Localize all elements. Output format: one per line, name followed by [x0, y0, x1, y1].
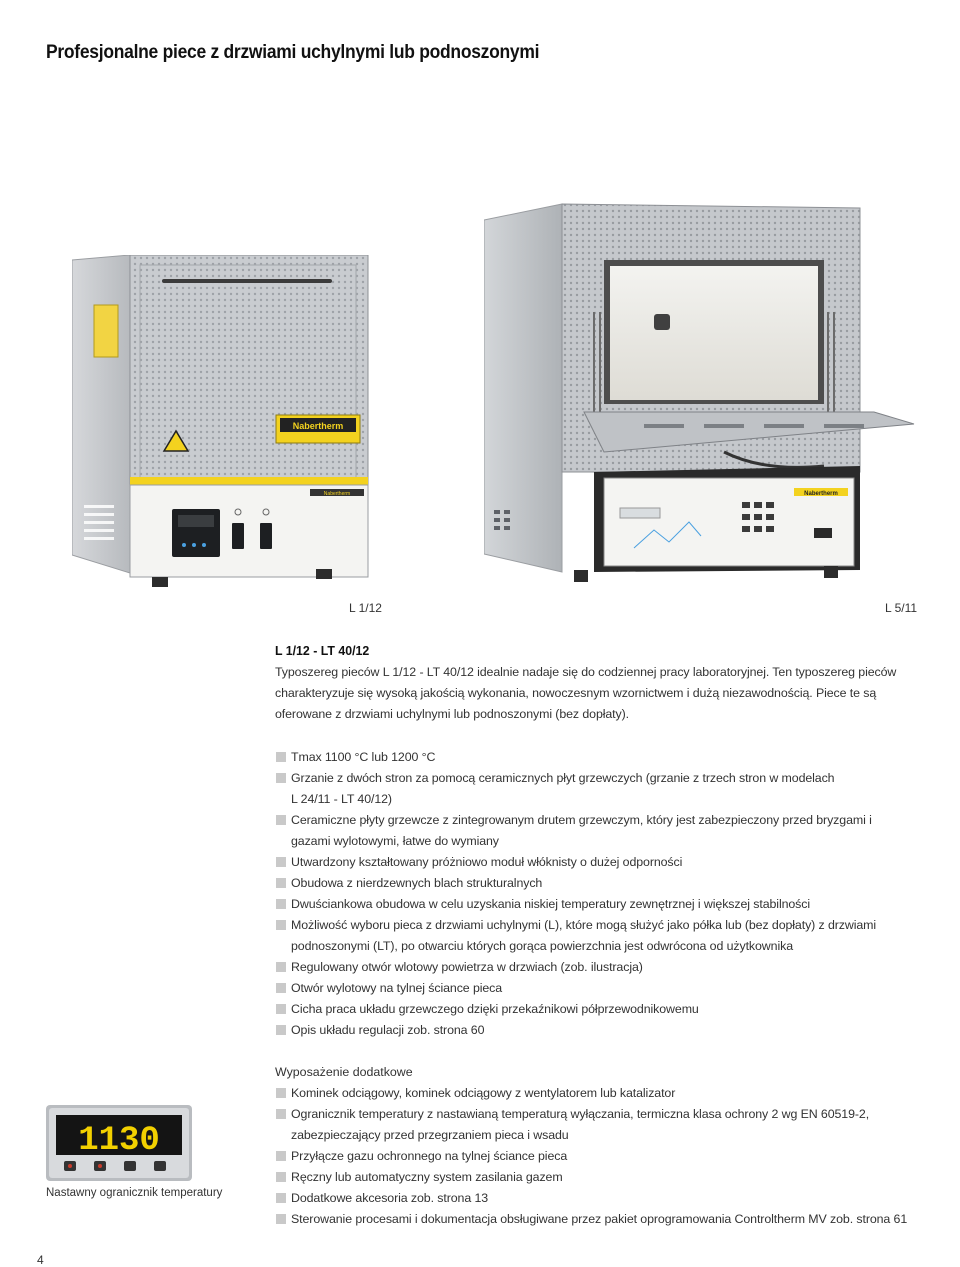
list-item: Otwór wylotowy na tylnej ściance pieca — [275, 978, 940, 999]
list-item: Opis układu regulacji zob. strona 60 — [275, 1020, 940, 1041]
accessories-heading: Wyposażenie dodatkowe — [275, 1065, 413, 1079]
square-bullet-icon — [276, 1109, 286, 1119]
square-bullet-icon — [276, 899, 286, 909]
square-bullet-icon — [276, 1025, 286, 1035]
square-bullet-icon — [276, 857, 286, 867]
list-item: Regulowany otwór wlotowy powietrza w drzwiach (zob. ilustracja) — [275, 957, 940, 978]
square-bullet-icon — [276, 1151, 286, 1161]
figure-caption-right: L 5/11 — [885, 601, 918, 615]
list-item: Cicha praca układu grzewczego dzięki przekaźnikowi półprzewodnikowemu — [275, 999, 940, 1020]
square-bullet-icon — [276, 920, 286, 930]
list-item: Kominek odciągowy, kominek odciągowy z wentylatorem lub katalizator — [275, 1083, 940, 1104]
intro-line: charakteryzuje się wysoką jakością wykonania, nowoczesnym wzornictwem i dużą niezawodnością. Piece te są — [275, 686, 877, 700]
list-item: Obudowa z nierdzewnych blach strukturalnych — [275, 873, 940, 894]
accessories-section — [275, 1062, 940, 1230]
figure-caption-limiter: Nastawny ogranicznik temperatury — [46, 1187, 223, 1199]
square-bullet-icon — [276, 878, 286, 888]
list-item: Dwuściankowa obudowa w celu uzyskania niskiej temperatury zewnętrznej i większej stabilności — [275, 894, 940, 915]
square-bullet-icon — [276, 1088, 286, 1098]
intro-paragraph — [275, 662, 935, 725]
square-bullet-icon — [276, 773, 286, 783]
list-item: Tmax 1100 °C lub 1200 °C — [275, 747, 940, 768]
figure-caption-left: L 1/12 — [349, 601, 382, 615]
list-item: Możliwość wyboru pieca z drzwiami uchylnymi (L), które mogą służyć jako półka lub (bez dopłaty) z drzwiami podnoszonymi (LT), po otwarciu których gorąca powierzchnia jest odwrócona od użytkownika — [275, 915, 940, 957]
list-item: Ceramiczne płyty grzewcze z zintegrowanym drutem grzewczym, który jest zabezpieczony przed bryzgami i gazami wylotowymi, łatwe do wymiany — [275, 810, 940, 852]
furnace-l-1-12-image — [72, 255, 390, 591]
square-bullet-icon — [276, 1214, 286, 1224]
intro-section — [275, 643, 935, 725]
limiter-display: 1130 — [78, 1122, 160, 1160]
brand-label: Nabertherm — [292, 421, 344, 431]
svg-text:Nabertherm: Nabertherm — [804, 491, 838, 497]
square-bullet-icon — [276, 983, 286, 993]
square-bullet-icon — [276, 1193, 286, 1203]
page-title: Profesjonalne piece z drzwiami uchylnymi lub podnoszonymi — [46, 42, 540, 63]
list-item: Ręczny lub automatyczny system zasilania gazem — [275, 1167, 940, 1188]
intro-line: Typoszereg pieców L 1/12 - LT 40/12 idealnie nadaje się do codziennej pracy laboratoryjnej. Ten typoszereg pieców — [275, 665, 897, 679]
square-bullet-icon — [276, 1004, 286, 1014]
temperature-limiter-image — [46, 1105, 192, 1181]
section-heading: L 1/12 - LT 40/12 — [275, 643, 370, 658]
list-item: Ogranicznik temperatury z nastawianą temperaturą wyłączania, termiczna klasa ochrony 2 wg EN 60519-2, zabezpieczający przed przegrzaniem pieca i wsadu — [275, 1104, 940, 1146]
list-item: Sterowanie procesami i dokumentacja obsługiwane przez pakiet oprogramowania Controltherm MV zob. strona 61 — [275, 1209, 940, 1230]
page-number: 4 — [37, 1253, 44, 1267]
svg-text:Nabertherm: Nabertherm — [323, 491, 351, 497]
square-bullet-icon — [276, 752, 286, 762]
square-bullet-icon — [276, 962, 286, 972]
square-bullet-icon — [276, 1172, 286, 1182]
list-item: Utwardzony kształtowany próżniowo moduł włóknisty o dużej odporności — [275, 852, 940, 873]
list-item: Przyłącze gazu ochronnego na tylnej ściance pieca — [275, 1146, 940, 1167]
features-list — [275, 747, 940, 1041]
square-bullet-icon — [276, 815, 286, 825]
furnace-l-5-11-image — [484, 172, 940, 604]
intro-line: oferowane z drzwiami uchylnymi lub podnoszonymi (bez dopłaty). — [275, 707, 629, 721]
list-item: Dodatkowe akcesoria zob. strona 13 — [275, 1188, 940, 1209]
list-item: Grzanie z dwóch stron za pomocą ceramicznych płyt grzewczych (grzanie z trzech stron w modelach L 24/11 - LT 40/12) — [275, 768, 940, 810]
accessories-list — [275, 1083, 940, 1230]
